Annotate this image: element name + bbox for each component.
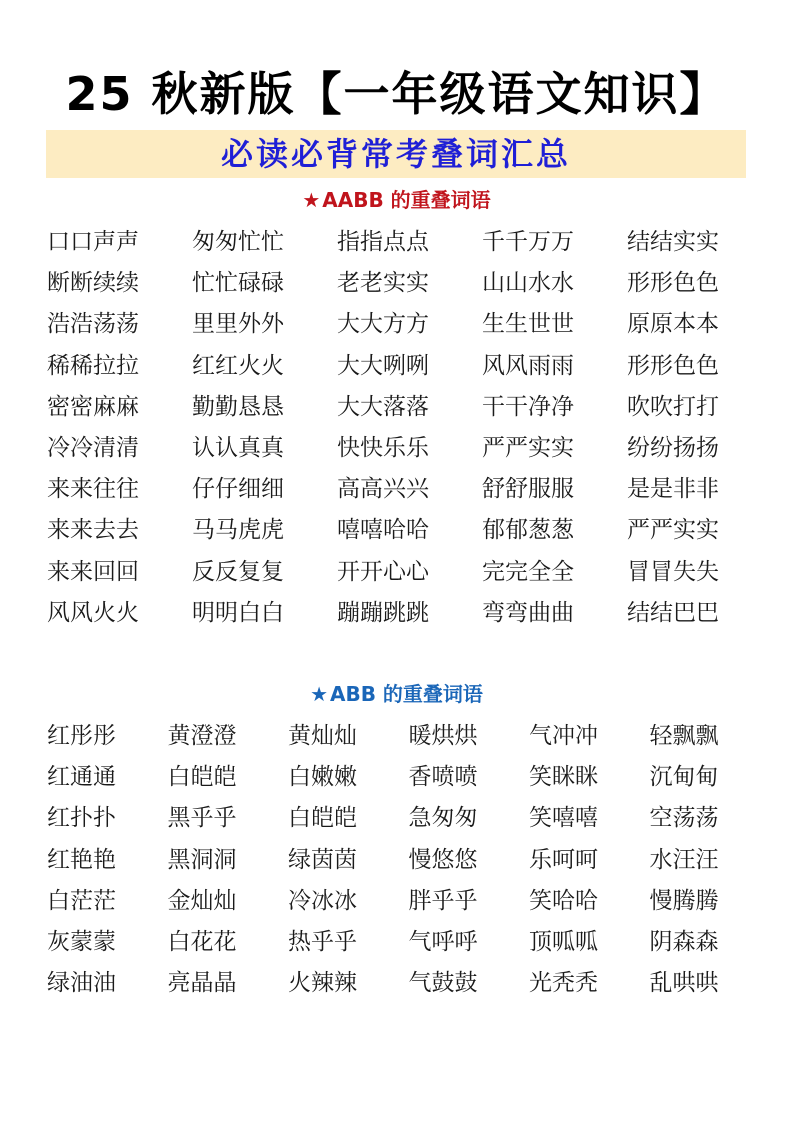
abb-word: 气呼呼 — [408, 928, 478, 955]
aabb-word: 形形色色 — [627, 352, 719, 379]
abb-word: 黑洞洞 — [167, 846, 237, 873]
aabb-word: 弯弯曲曲 — [482, 599, 574, 626]
aabb-word: 稀稀拉拉 — [47, 352, 139, 379]
abb-word: 香喷喷 — [408, 764, 478, 791]
aabb-word: 快快乐乐 — [337, 434, 429, 461]
abb-word: 红通通 — [47, 764, 116, 791]
abb-word: 亮晶晶 — [167, 970, 237, 997]
abb-word: 白皑皑 — [167, 764, 237, 791]
aabb-word: 大大咧咧 — [337, 352, 429, 379]
aabb-word: 老老实实 — [337, 270, 429, 297]
abb-word: 白嫩嫩 — [288, 764, 357, 791]
aabb-word: 密密麻麻 — [47, 393, 139, 420]
abb-word: 黑乎乎 — [167, 805, 237, 832]
aabb-word: 马马虎虎 — [192, 517, 284, 544]
page-subtitle: 必读必背常考叠词汇总 — [220, 135, 571, 173]
abb-word: 气鼓鼓 — [408, 970, 478, 997]
aabb-word: 风风雨雨 — [482, 352, 574, 379]
aabb-word: 山山水水 — [482, 270, 574, 297]
aabb-word: 大大方方 — [337, 311, 429, 338]
abb-heading-text: ABB 的重叠词语 — [330, 682, 483, 706]
aabb-word: 冷冷清清 — [47, 434, 139, 461]
abb-word: 乐呵呵 — [529, 846, 598, 873]
aabb-word: 断断续续 — [47, 270, 139, 297]
aabb-word: 生生世世 — [482, 311, 574, 338]
abb-word: 绿油油 — [47, 970, 116, 997]
abb-word-grid — [47, 716, 770, 1004]
aabb-word: 来来去去 — [47, 517, 139, 544]
aabb-word-grid — [47, 222, 772, 634]
abb-word: 白花花 — [167, 928, 237, 955]
abb-word: 慢悠悠 — [408, 846, 478, 873]
abb-word: 热乎乎 — [288, 928, 357, 955]
abb-word: 白茫茫 — [47, 887, 116, 914]
abb-word: 沉甸甸 — [649, 764, 719, 791]
aabb-heading-text: AABB 的重叠词语 — [322, 188, 491, 212]
aabb-word: 来来往往 — [47, 476, 139, 503]
abb-word: 红扑扑 — [47, 805, 116, 832]
aabb-word: 浩浩荡荡 — [47, 311, 139, 338]
abb-word: 金灿灿 — [167, 887, 237, 914]
abb-word: 水汪汪 — [649, 846, 719, 873]
star-icon: ★ — [302, 188, 321, 212]
aabb-word: 严严实实 — [627, 517, 719, 544]
abb-word: 空荡荡 — [649, 805, 719, 832]
abb-word: 黄灿灿 — [288, 723, 357, 749]
abb-word: 火辣辣 — [288, 970, 357, 997]
page-title: 25 秋新版【一年级语文知识】 — [65, 67, 728, 121]
aabb-word: 里里外外 — [192, 311, 284, 338]
aabb-word: 红红火火 — [192, 352, 284, 379]
abb-word: 白皑皑 — [288, 805, 357, 832]
aabb-word: 蹦蹦跳跳 — [337, 599, 429, 626]
aabb-word: 是是非非 — [627, 476, 719, 503]
aabb-word: 冒冒失失 — [627, 558, 719, 585]
aabb-word: 结结实实 — [627, 229, 719, 255]
abb-word: 急匆匆 — [408, 805, 478, 832]
aabb-word: 指指点点 — [337, 229, 429, 255]
aabb-word: 口口声声 — [47, 229, 139, 255]
aabb-word: 明明白白 — [192, 599, 284, 626]
abb-word: 绿茵茵 — [288, 846, 357, 873]
abb-word: 冷冰冰 — [288, 887, 357, 914]
abb-word: 慢腾腾 — [649, 887, 719, 914]
abb-word: 笑哈哈 — [529, 887, 598, 914]
aabb-word: 仔仔细细 — [192, 476, 284, 503]
abb-word: 笑嘻嘻 — [529, 805, 598, 832]
aabb-word: 大大落落 — [337, 393, 429, 420]
aabb-word: 嘻嘻哈哈 — [337, 517, 429, 544]
abb-word: 黄澄澄 — [167, 723, 237, 749]
abb-word: 红艳艳 — [47, 846, 116, 873]
abb-word: 气冲冲 — [529, 723, 598, 749]
aabb-word: 形形色色 — [627, 270, 719, 297]
star-icon: ★ — [310, 682, 328, 706]
abb-word: 乱哄哄 — [649, 970, 719, 997]
aabb-word: 来来回回 — [47, 558, 139, 585]
abb-word: 轻飘飘 — [649, 723, 719, 749]
aabb-word: 高高兴兴 — [337, 476, 429, 503]
aabb-word: 认认真真 — [192, 434, 284, 461]
aabb-word: 完完全全 — [482, 558, 574, 585]
aabb-word: 舒舒服服 — [482, 476, 574, 503]
aabb-section-heading — [0, 186, 793, 214]
abb-word: 光秃秃 — [529, 970, 598, 997]
abb-section-heading — [0, 680, 793, 708]
aabb-word: 严严实实 — [482, 434, 574, 461]
abb-word: 笑眯眯 — [529, 764, 598, 791]
abb-word: 红彤彤 — [47, 723, 116, 749]
aabb-word: 忙忙碌碌 — [192, 270, 284, 297]
aabb-word: 反反复复 — [192, 558, 284, 585]
aabb-word: 纷纷扬扬 — [627, 434, 719, 461]
aabb-word: 风风火火 — [47, 599, 139, 626]
abb-word: 胖乎乎 — [408, 887, 478, 914]
aabb-word: 匆匆忙忙 — [192, 229, 284, 255]
abb-word: 顶呱呱 — [529, 928, 598, 955]
aabb-word: 干干净净 — [482, 393, 574, 420]
abb-word: 暖烘烘 — [408, 723, 478, 749]
abb-word: 灰蒙蒙 — [47, 928, 116, 955]
aabb-word: 结结巴巴 — [627, 599, 719, 626]
aabb-word: 原原本本 — [627, 311, 719, 338]
aabb-word: 郁郁葱葱 — [482, 517, 574, 544]
aabb-word: 开开心心 — [337, 558, 429, 585]
abb-word: 阴森森 — [649, 928, 719, 955]
aabb-word: 勤勤恳恳 — [192, 393, 284, 420]
aabb-word: 千千万万 — [482, 229, 574, 255]
aabb-word: 吹吹打打 — [627, 393, 719, 420]
